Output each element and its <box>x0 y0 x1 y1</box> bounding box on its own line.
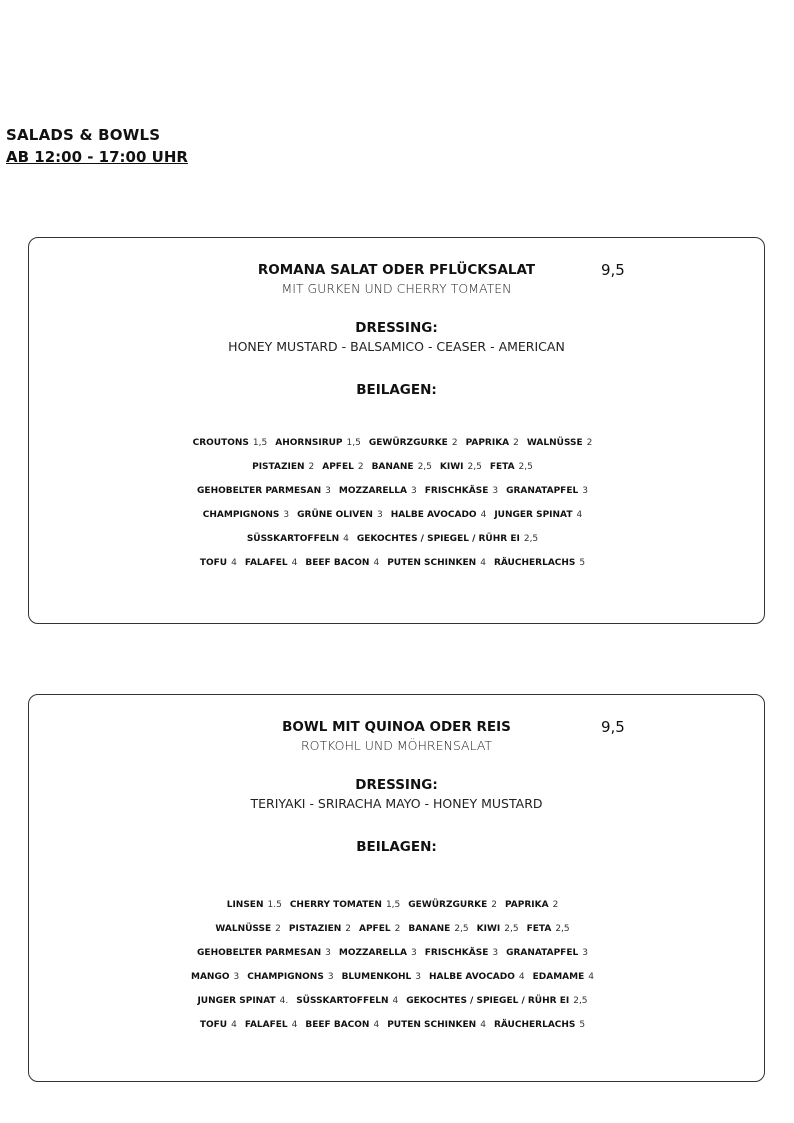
side-name: CHAMPIGNONS <box>247 972 324 982</box>
side-name: FRISCHKÄSE <box>424 486 489 496</box>
dish-title-row <box>29 260 764 280</box>
side-name: JUNGER SPINAT <box>197 996 276 1006</box>
side-price: 3 <box>283 510 290 520</box>
side-name: GRÜNE OLIVEN <box>297 510 373 520</box>
side-name: WALNÜSSE <box>526 438 583 448</box>
side-price: 3 <box>376 510 383 520</box>
side-price: 2,5 <box>555 924 570 934</box>
side-item <box>505 900 566 910</box>
side-price: 2 <box>491 900 497 910</box>
side-price: 3 <box>325 948 331 958</box>
side-price: 4 <box>373 558 380 568</box>
side-name: FALAFEL <box>244 558 288 568</box>
side-line <box>29 551 764 575</box>
side-price: 4 <box>588 972 594 982</box>
side-name: FRISCHKÄSE <box>424 948 489 958</box>
side-item <box>227 900 290 910</box>
side-item <box>387 1020 494 1030</box>
side-item <box>429 972 533 982</box>
side-name: BEEF BACON <box>305 558 370 568</box>
side-item <box>466 438 527 448</box>
side-name: PISTAZIEN <box>288 924 342 934</box>
side-name: BEEF BACON <box>305 1020 370 1030</box>
side-name: PAPRIKA <box>505 900 549 910</box>
side-price: 3 <box>325 486 331 496</box>
side-name: HALBE AVOCADO <box>429 972 515 982</box>
side-item <box>494 1020 593 1030</box>
side-price: 4 <box>231 558 237 568</box>
dish-subtitle: ROTKOHL UND MÖHRENSALAT <box>300 738 493 753</box>
side-name: FETA <box>489 462 515 472</box>
side-item <box>193 438 276 448</box>
side-item <box>391 510 495 520</box>
side-price: 4. <box>279 996 289 1006</box>
side-price: 3 <box>327 972 334 982</box>
side-price: 2 <box>357 462 364 472</box>
side-price: 4 <box>576 510 583 520</box>
side-price: 4 <box>291 1020 298 1030</box>
side-item <box>425 948 506 958</box>
side-price: 4 <box>231 1020 237 1030</box>
side-item <box>215 924 289 934</box>
side-price: 5 <box>579 558 586 568</box>
side-price: 2 <box>345 924 351 934</box>
side-name: PISTAZIEN <box>252 462 305 472</box>
sides-label: BEILAGEN: <box>356 382 437 398</box>
dish-subtitle: MIT GURKEN UND CHERRY TOMATEN <box>281 281 512 296</box>
side-name: CROUTONS <box>192 438 249 448</box>
side-price: 4 <box>480 510 487 520</box>
side-price: 2 <box>275 924 281 934</box>
sides-list <box>29 893 764 1037</box>
side-price: 2 <box>586 438 593 448</box>
side-price: 2 <box>552 900 559 910</box>
side-price: 1,5 <box>252 438 268 448</box>
side-item <box>342 972 429 982</box>
side-name: FETA <box>526 924 552 934</box>
side-name: GRANATAPFEL <box>506 948 579 958</box>
side-item <box>245 558 306 568</box>
side-price: 2,5 <box>417 462 432 472</box>
side-name: BANANE <box>371 462 414 472</box>
side-item <box>203 510 297 520</box>
side-item <box>506 948 596 958</box>
side-price: 4 <box>518 972 525 982</box>
side-item <box>197 948 339 958</box>
side-item <box>245 1020 306 1030</box>
side-name: PUTEN SCHINKEN <box>387 558 477 568</box>
side-price: 3 <box>411 948 417 958</box>
side-line <box>29 917 764 941</box>
side-name: KIWI <box>476 924 501 934</box>
side-line <box>29 455 764 479</box>
side-item <box>197 486 339 496</box>
side-name: MOZZARELLA <box>338 486 407 496</box>
side-item <box>406 996 595 1006</box>
side-item <box>477 924 527 934</box>
dish-title: BOWL MIT QUINOA ODER REIS <box>282 719 511 735</box>
side-name: MANGO <box>191 972 230 982</box>
side-line <box>29 503 764 527</box>
side-name: WALNÜSSE <box>215 924 272 934</box>
side-item <box>339 486 425 496</box>
side-name: GRANATAPFEL <box>506 486 579 496</box>
side-price: 3 <box>233 972 240 982</box>
side-name: CHERRY TOMATEN <box>289 900 382 910</box>
side-item <box>440 462 490 472</box>
dish-price: 9,5 <box>601 718 625 736</box>
menu-card-salad <box>28 237 765 624</box>
side-item <box>290 900 408 910</box>
side-name: SÜSSKARTOFFELN <box>296 996 389 1006</box>
side-price: 4 <box>373 1020 380 1030</box>
side-item <box>425 486 506 496</box>
side-price: 1.5 <box>267 900 282 910</box>
side-item <box>533 972 602 982</box>
side-line <box>29 893 764 917</box>
side-name: GEWÜRZGURKE <box>368 438 448 448</box>
side-item <box>197 996 296 1006</box>
side-line <box>29 479 764 503</box>
side-line <box>29 1013 764 1037</box>
side-name: BANANE <box>408 924 451 934</box>
menu-card-bowl <box>28 694 765 1082</box>
side-price: 3 <box>411 486 417 496</box>
side-item <box>339 948 425 958</box>
side-line <box>29 965 764 989</box>
side-price: 1,5 <box>385 900 401 910</box>
side-price: 3 <box>582 948 588 958</box>
side-name: PUTEN SCHINKEN <box>387 1020 477 1030</box>
side-name: LINSEN <box>226 900 264 910</box>
side-item <box>372 462 440 472</box>
side-price: 3 <box>415 972 422 982</box>
side-name: SÜSSKARTOFFELN <box>246 534 340 544</box>
side-price: 2,5 <box>518 462 533 472</box>
side-price: 4 <box>291 558 298 568</box>
side-item <box>297 510 391 520</box>
side-item <box>359 924 408 934</box>
page-title: SALADS & BOWLS <box>6 126 161 144</box>
side-name: RÄUCHERLACHS <box>493 558 576 568</box>
side-item <box>275 438 369 448</box>
side-price: 2 <box>451 438 458 448</box>
side-name: GEWÜRZGURKE <box>408 900 488 910</box>
side-name: APFEL <box>322 462 354 472</box>
side-name: FALAFEL <box>244 1020 288 1030</box>
side-price: 4 <box>343 534 349 544</box>
side-item <box>200 558 245 568</box>
side-name: KIWI <box>439 462 464 472</box>
side-name: GEKOCHTES / SPIEGEL / RÜHR EI <box>406 996 570 1006</box>
side-price: 1,5 <box>346 438 361 448</box>
side-price: 4 <box>480 558 486 568</box>
side-price: 2,5 <box>454 924 469 934</box>
side-price: 2,5 <box>523 534 539 544</box>
side-line <box>29 989 764 1013</box>
side-price: 2 <box>394 924 401 934</box>
sides-list <box>29 431 764 575</box>
side-name: TOFU <box>199 558 228 568</box>
side-item <box>527 924 578 934</box>
side-name: RÄUCHERLACHS <box>493 1020 576 1030</box>
side-item <box>289 924 359 934</box>
side-item <box>408 900 505 910</box>
dish-price: 9,5 <box>601 261 625 279</box>
page-header <box>6 124 188 168</box>
side-item <box>527 438 601 448</box>
side-name: EDAMAME <box>532 972 585 982</box>
side-line <box>29 527 764 551</box>
side-price: 2,5 <box>573 996 588 1006</box>
side-price: 4 <box>480 1020 486 1030</box>
dressing-label: DRESSING: <box>355 777 438 793</box>
dressing-options: HONEY MUSTARD - BALSAMICO - CEASER - AMERICAN <box>228 339 565 354</box>
side-item <box>247 972 341 982</box>
serving-hours: AB 12:00 - 17:00 UHR <box>6 148 188 166</box>
side-price: 5 <box>579 1020 586 1030</box>
side-price: 3 <box>582 486 588 496</box>
side-item <box>357 534 546 544</box>
dish-title: ROMANA SALAT ODER PFLÜCKSALAT <box>257 262 536 278</box>
side-item <box>494 510 590 520</box>
side-price: 2 <box>308 462 315 472</box>
side-name: MOZZARELLA <box>338 948 407 958</box>
side-price: 3 <box>492 486 499 496</box>
side-name: BLUMENKOHL <box>341 972 412 982</box>
side-name: AHORNSIRUP <box>275 438 343 448</box>
side-item <box>490 462 541 472</box>
side-item <box>191 972 247 982</box>
side-item <box>247 534 357 544</box>
side-item <box>322 462 371 472</box>
side-name: TOFU <box>199 1020 228 1030</box>
side-line <box>29 431 764 455</box>
side-item <box>506 486 596 496</box>
side-price: 2,5 <box>467 462 482 472</box>
side-item <box>200 1020 245 1030</box>
side-name: APFEL <box>359 924 391 934</box>
side-item <box>408 924 476 934</box>
side-item <box>387 558 494 568</box>
side-name: GEHOBELTER PARMESAN <box>197 486 322 496</box>
side-name: CHAMPIGNONS <box>202 510 280 520</box>
sides-label: BEILAGEN: <box>356 839 437 855</box>
side-price: 3 <box>492 948 499 958</box>
side-item <box>494 558 593 568</box>
side-line <box>29 941 764 965</box>
side-item <box>296 996 406 1006</box>
side-name: GEHOBELTER PARMESAN <box>197 948 322 958</box>
side-name: HALBE AVOCADO <box>390 510 477 520</box>
side-name: GEKOCHTES / SPIEGEL / RÜHR EI <box>356 534 520 544</box>
dressing-options: TERIYAKI - SRIRACHA MAYO - HONEY MUSTARD <box>250 796 543 811</box>
side-price: 2 <box>513 438 519 448</box>
side-item <box>305 558 387 568</box>
side-name: JUNGER SPINAT <box>494 510 573 520</box>
side-item <box>305 1020 387 1030</box>
side-price: 2,5 <box>504 924 519 934</box>
dressing-label: DRESSING: <box>355 320 438 336</box>
side-item <box>369 438 466 448</box>
side-price: 4 <box>392 996 399 1006</box>
side-name: PAPRIKA <box>465 438 510 448</box>
dish-title-row <box>29 717 764 737</box>
side-item <box>252 462 322 472</box>
